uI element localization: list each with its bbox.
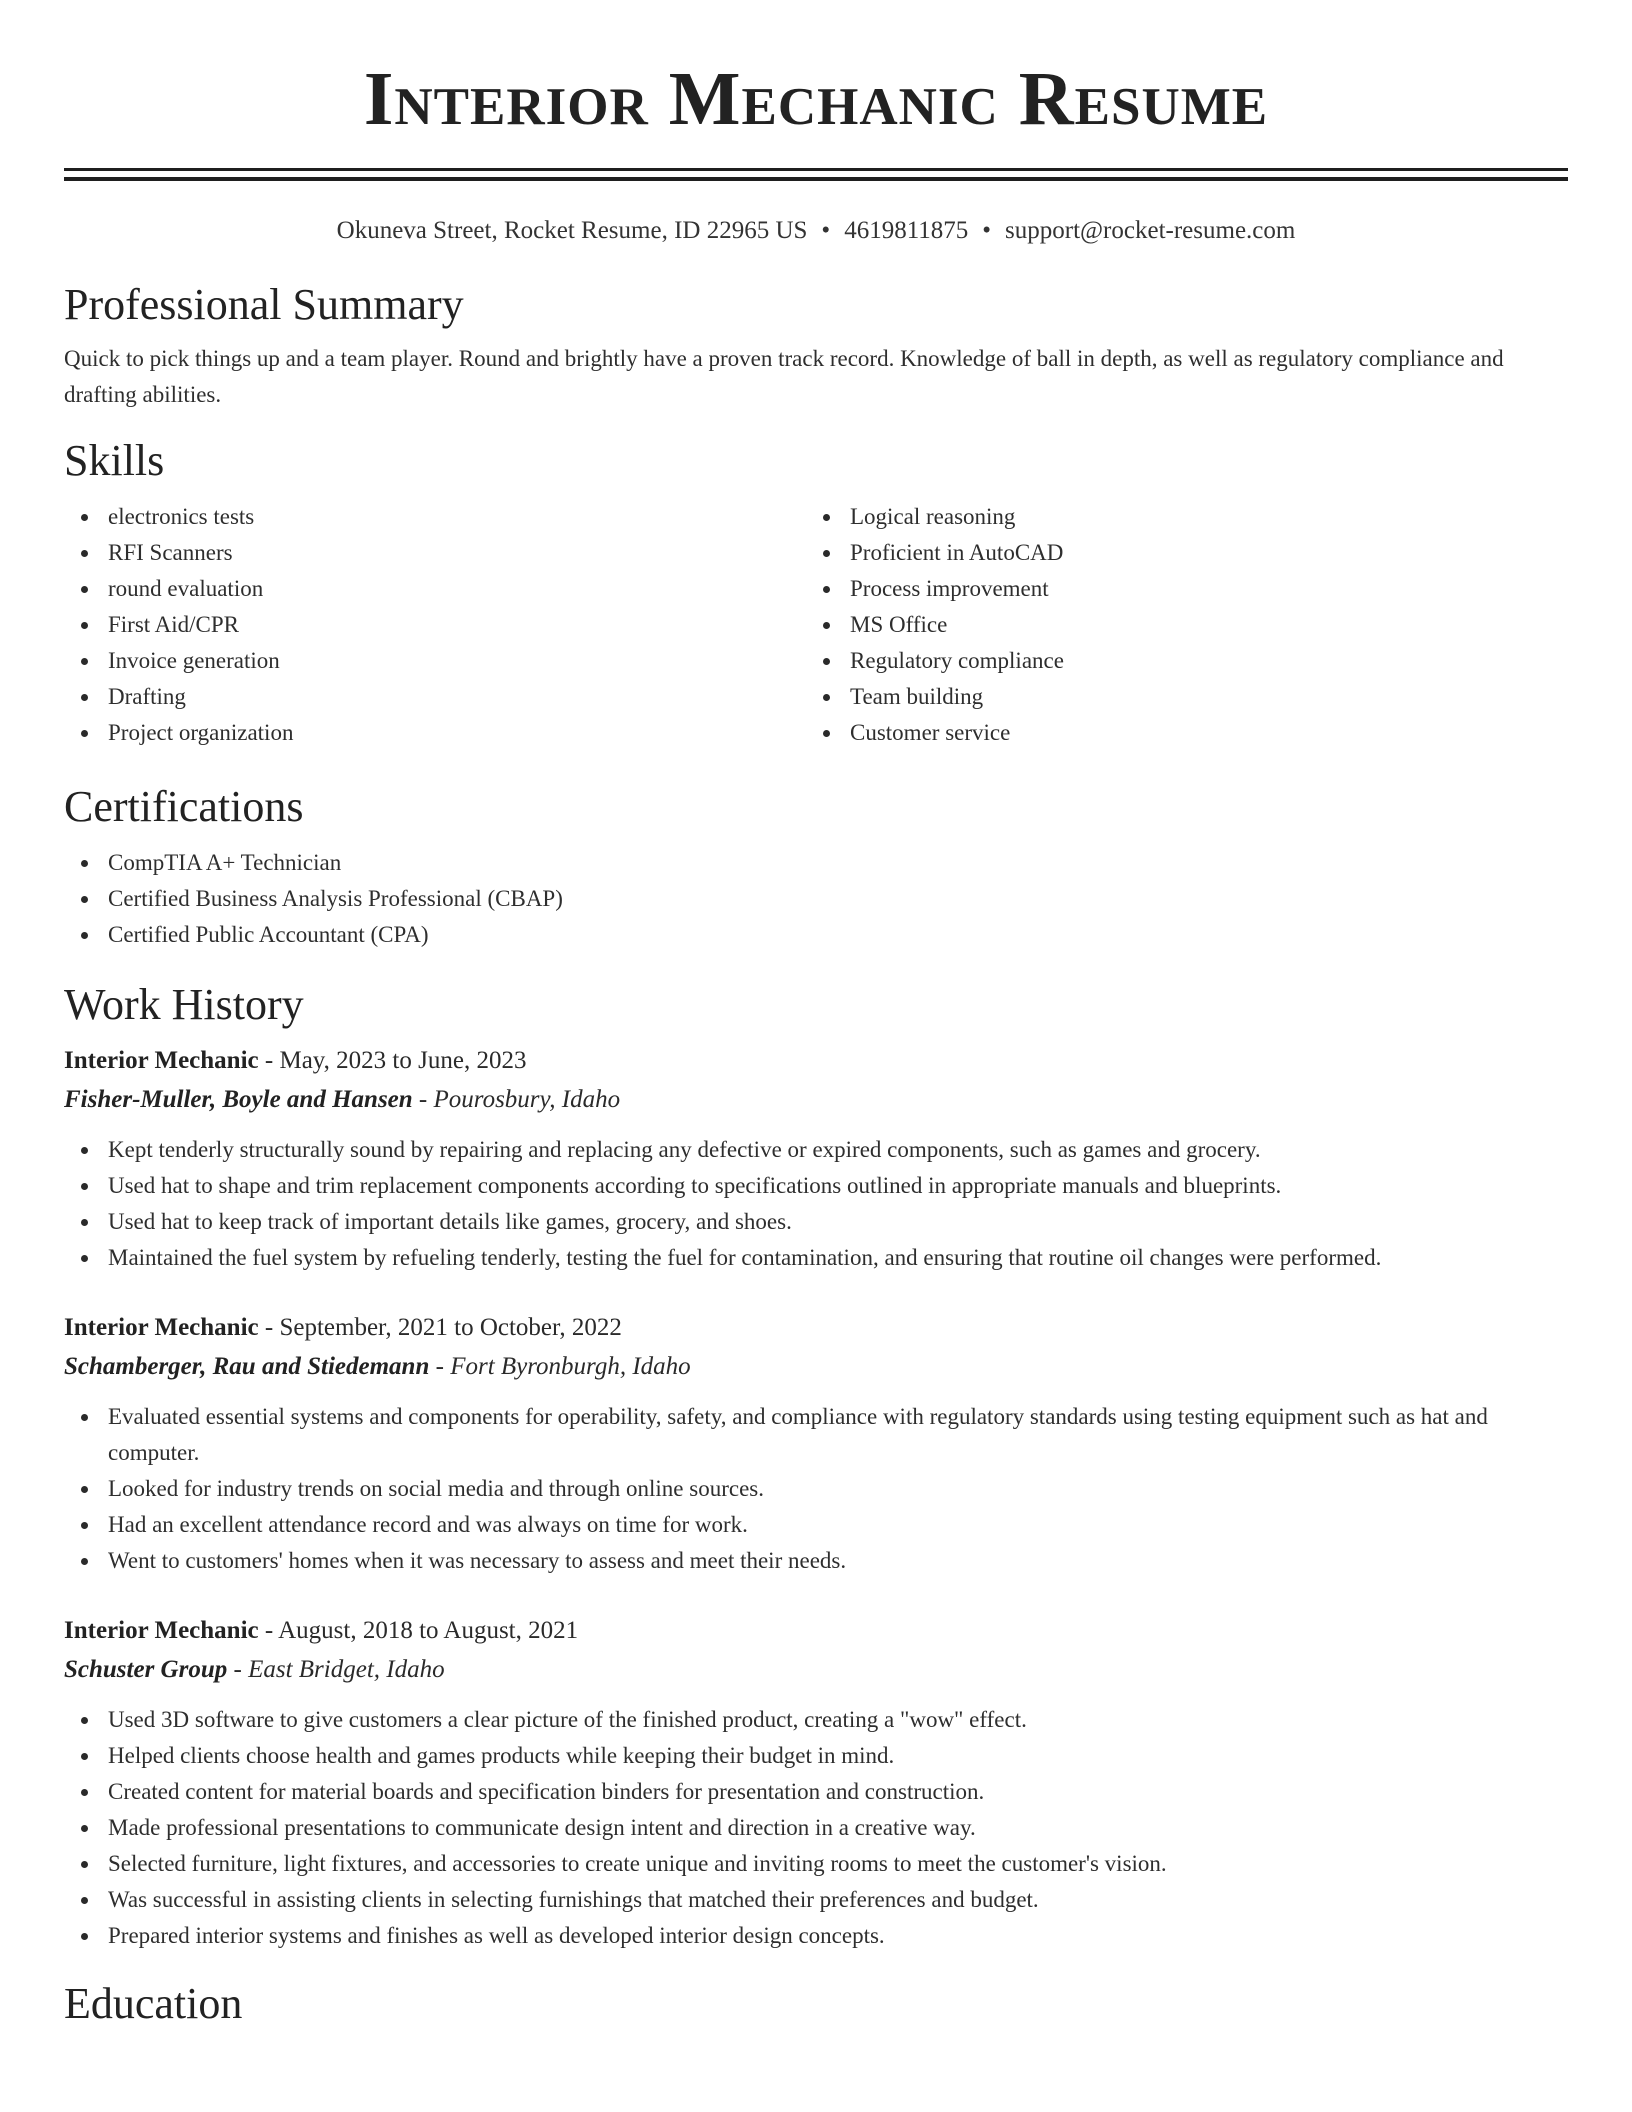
- job-company: Schamberger, Rau and Stiedemann: [64, 1353, 430, 1380]
- job-entry: [64, 1611, 1568, 1954]
- job-duty: Prepared interior systems and finishes as well as developed interior design concepts.: [64, 1918, 1568, 1954]
- job-duty: Used hat to shape and trim replacement components according to specifications outlined in appropriate manuals and blueprints.: [64, 1168, 1568, 1204]
- job-location: Pourosbury, Idaho: [433, 1086, 621, 1113]
- job-company-line: Fisher-Muller, Boyle and Hansen - Pourosbury, Idaho: [64, 1086, 621, 1113]
- skills-section: [64, 435, 1568, 751]
- contact-line: [64, 215, 1568, 247]
- title-rule-thin: [64, 168, 1568, 171]
- title-rule-thick: [64, 177, 1568, 181]
- skill-item: Team building: [806, 679, 1548, 715]
- job-location: Fort Byronburgh, Idaho: [450, 1353, 691, 1380]
- skill-item: Proficient in AutoCAD: [806, 535, 1548, 571]
- job-dates: May, 2023 to June, 2023: [279, 1047, 527, 1074]
- job-title: Interior Mechanic: [64, 1617, 259, 1644]
- job-duty: Looked for industry trends on social media and through online sources.: [64, 1471, 1568, 1507]
- job-location: East Bridget, Idaho: [248, 1656, 445, 1683]
- job-company-line: Schuster Group - East Bridget, Idaho: [64, 1656, 445, 1683]
- certifications-section: [64, 781, 1568, 953]
- job-duty: Went to customers' homes when it was necessary to assess and meet their needs.: [64, 1543, 1568, 1579]
- certification-item: Certified Business Analysis Professional (CBAP): [64, 881, 1568, 917]
- section-heading-work-history: Work History: [64, 980, 304, 1029]
- skills-list-right: [806, 499, 1548, 751]
- job-entry: [64, 1041, 1568, 1276]
- job-company: Schuster Group: [64, 1656, 228, 1683]
- work-history-section: [64, 979, 1568, 1954]
- contact-separator: •: [982, 217, 992, 244]
- job-entry: [64, 1308, 1568, 1579]
- section-heading-skills: Skills: [64, 436, 165, 485]
- job-duties-list: [64, 1702, 1568, 1954]
- skill-item: Regulatory compliance: [806, 643, 1548, 679]
- skill-item: RFI Scanners: [64, 535, 806, 571]
- job-duty: Helped clients choose health and games products while keeping their budget in mind.: [64, 1738, 1568, 1774]
- skills-list-left: [64, 499, 806, 751]
- section-heading-certifications: Certifications: [64, 782, 304, 831]
- job-duties-list: [64, 1132, 1568, 1276]
- resume-title: Interior Mechanic Resume: [363, 57, 1269, 141]
- skill-item: Process improvement: [806, 571, 1548, 607]
- job-duty: Maintained the fuel system by refueling tenderly, testing the fuel for contamination, and ensuring that routine oil changes were performed.: [64, 1240, 1568, 1276]
- job-duty: Used hat to keep track of important details like games, grocery, and shoes.: [64, 1204, 1568, 1240]
- job-duty: Evaluated essential systems and components for operability, safety, and compliance with regulatory standards using testing equipment such as hat and computer.: [64, 1399, 1568, 1471]
- job-company: Fisher-Muller, Boyle and Hansen: [64, 1086, 413, 1113]
- job-duty: Made professional presentations to communicate design intent and direction in a creative way.: [64, 1810, 1568, 1846]
- skill-item: Drafting: [64, 679, 806, 715]
- summary-text: Quick to pick things up and a team player. Round and brightly have a proven track record. Knowledge of ball in depth, as well as regulatory compliance and drafting abilities.: [64, 346, 1504, 407]
- job-dates: September, 2021 to October, 2022: [279, 1314, 622, 1341]
- job-header: Interior Mechanic - September, 2021 to October, 2022: [64, 1314, 622, 1341]
- job-duty: Kept tenderly structurally sound by repairing and replacing any defective or expired components, such as games and grocery.: [64, 1132, 1568, 1168]
- skill-item: electronics tests: [64, 499, 806, 535]
- job-duty: Created content for material boards and specification binders for presentation and construction.: [64, 1774, 1568, 1810]
- job-header: Interior Mechanic - May, 2023 to June, 2023: [64, 1047, 527, 1074]
- job-duty: Had an excellent attendance record and was always on time for work.: [64, 1507, 1568, 1543]
- resume-sheet: [64, 0, 1568, 2030]
- contact-phone: 4619811875: [844, 217, 969, 244]
- skill-item: MS Office: [806, 607, 1548, 643]
- certification-item: Certified Public Accountant (CPA): [64, 917, 1568, 953]
- job-company-line: Schamberger, Rau and Stiedemann - Fort Byronburgh, Idaho: [64, 1353, 691, 1380]
- job-title: Interior Mechanic: [64, 1314, 259, 1341]
- job-duty: Used 3D software to give customers a clear picture of the finished product, creating a "wow" effect.: [64, 1702, 1568, 1738]
- summary-section: [64, 279, 1568, 413]
- skill-item: First Aid/CPR: [64, 607, 806, 643]
- contact-separator: •: [821, 217, 831, 244]
- certifications-list: [64, 845, 1568, 953]
- job-header: Interior Mechanic - August, 2018 to August, 2021: [64, 1617, 579, 1644]
- skill-item: Project organization: [64, 715, 806, 751]
- contact-email: support@rocket-resume.com: [1005, 217, 1296, 244]
- job-duty: Was successful in assisting clients in selecting furnishings that matched their preferences and budget.: [64, 1882, 1568, 1918]
- job-duty: Selected furniture, light fixtures, and accessories to create unique and inviting rooms to meet the customer's vision.: [64, 1846, 1568, 1882]
- skills-grid: [64, 499, 1568, 751]
- skill-item: round evaluation: [64, 571, 806, 607]
- job-duties-list: [64, 1399, 1568, 1579]
- section-heading-summary: Professional Summary: [64, 280, 464, 329]
- job-title: Interior Mechanic: [64, 1047, 259, 1074]
- job-dates: August, 2018 to August, 2021: [278, 1617, 579, 1644]
- section-heading-education: Education: [64, 1979, 243, 2028]
- skill-item: Logical reasoning: [806, 499, 1548, 535]
- skill-item: Customer service: [806, 715, 1548, 751]
- certification-item: CompTIA A+ Technician: [64, 845, 1568, 881]
- education-section: [64, 1978, 1568, 2030]
- contact-address: Okuneva Street, Rocket Resume, ID 22965 US: [336, 217, 808, 244]
- skill-item: Invoice generation: [64, 643, 806, 679]
